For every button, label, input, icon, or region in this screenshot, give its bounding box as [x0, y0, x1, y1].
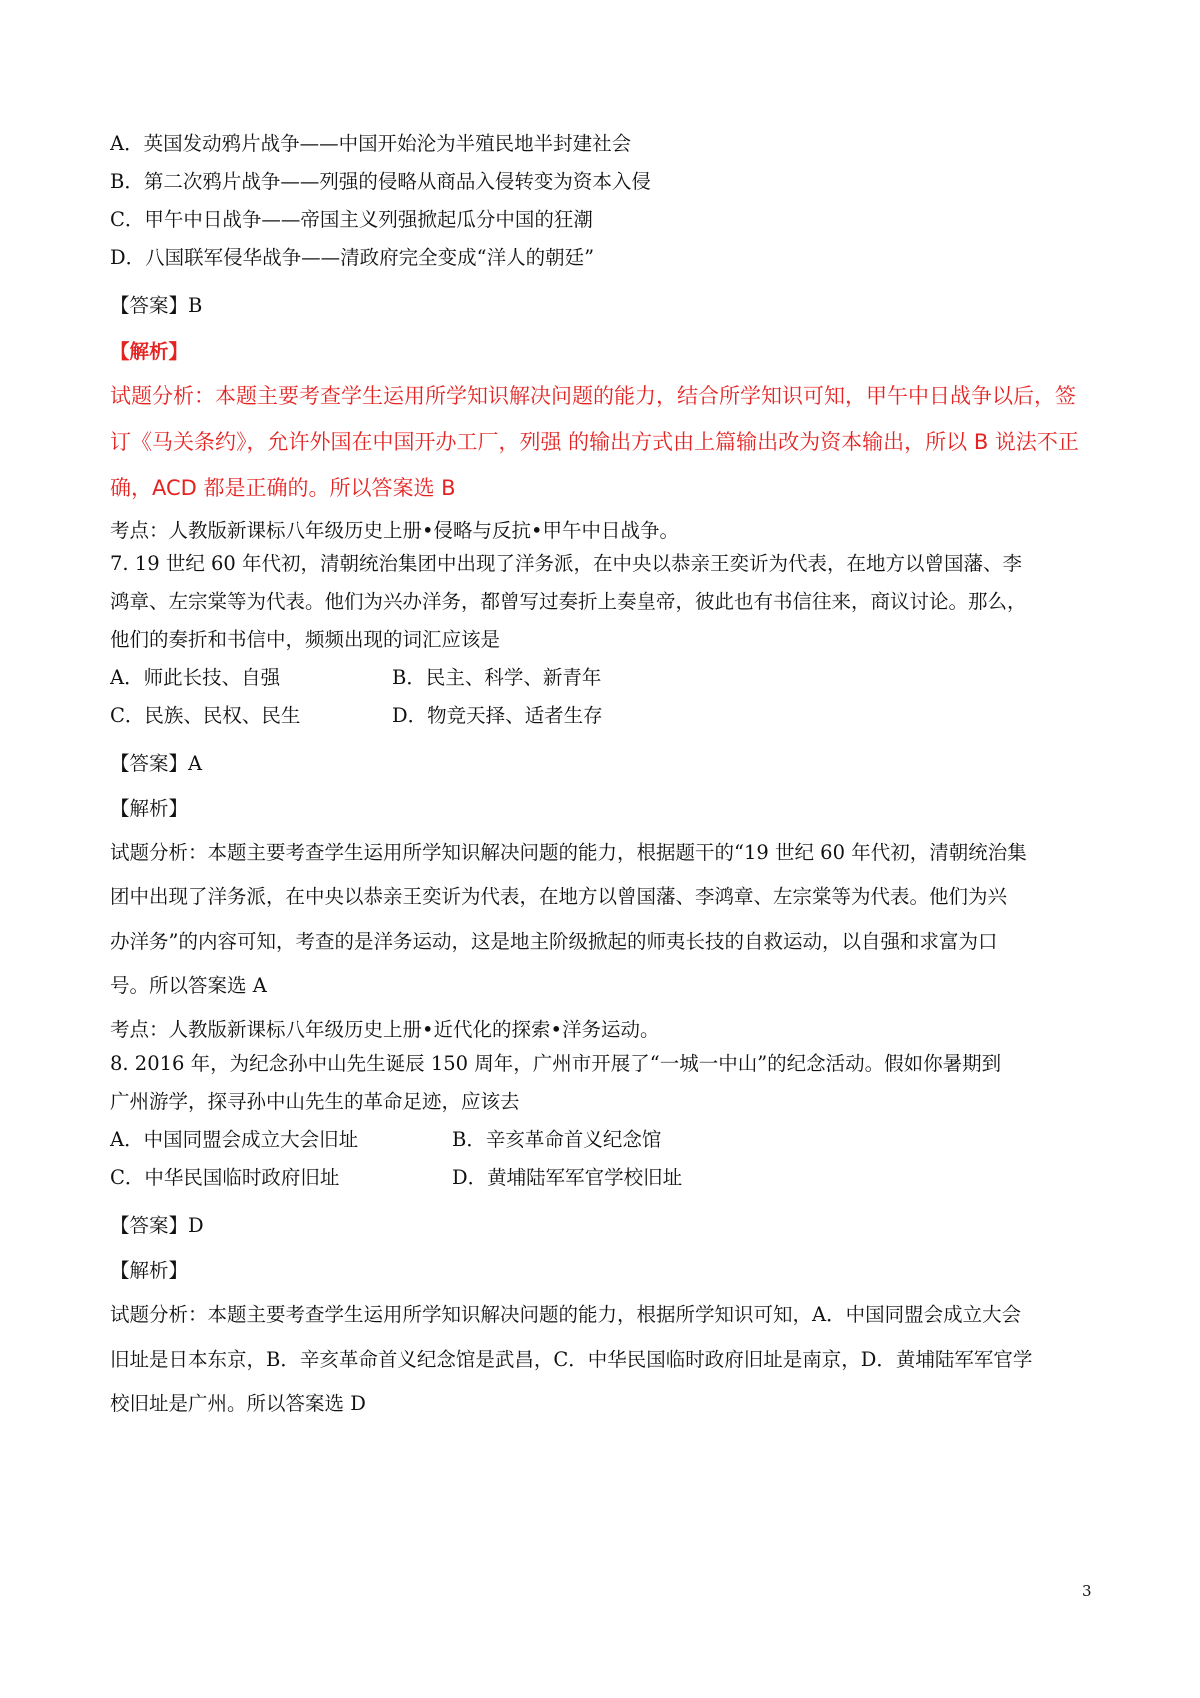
- q8-option-c: C．中华民国临时政府旧址: [110, 1166, 340, 1189]
- q7-option-d: D．物竞天择、适者生存: [392, 704, 603, 727]
- q7-analysis-line-2: 团中出现了洋务派，在中央以恭亲王奕䜣为代表，在地方以曾国藩、李鸿章、左宗棠等为代表。他们为兴: [110, 885, 1008, 908]
- q7-answer: 【答案】A: [110, 752, 203, 775]
- q8-stem-line-1: 8. 2016 年，为纪念孙中山先生诞辰 150 周年，广州市开展了“一城一中山”的纪念活动。假如你暑期到: [110, 1052, 1002, 1075]
- q7-option-c: C．民族、民权、民生: [110, 704, 301, 727]
- q6-option-d: D．八国联军侵华战争——清政府完全变成“洋人的朝廷”: [110, 246, 595, 269]
- q6-option-c: C．甲午中日战争——帝国主义列强掀起瓜分中国的狂潮: [110, 208, 593, 231]
- q8-stem-line-2: 广州游学，探寻孙中山先生的革命足迹，应该去: [110, 1090, 520, 1113]
- q7-knowledge-point: 考点：人教版新课标八年级历史上册•近代化的探索•洋务运动。: [110, 1018, 660, 1041]
- q7-analysis-line-1: 试题分析：本题主要考查学生运用所学知识解决问题的能力，根据题干的“19 世纪 60 年代初，清朝统治集: [110, 841, 1027, 864]
- q7-stem-line-3: 他们的奏折和书信中，频频出现的词汇应该是: [110, 628, 501, 651]
- q6-analysis-line-3: 确，ACD 都是正确的。所以答案选 B: [110, 476, 456, 500]
- q6-knowledge-point: 考点：人教版新课标八年级历史上册•侵略与反抗•甲午中日战争。: [110, 519, 680, 542]
- q8-analysis-line-2: 旧址是日本东京，B．辛亥革命首义纪念馆是武昌，C．中华民国临时政府旧址是南京，D．黄埔陆军军官学: [110, 1348, 1033, 1371]
- q6-analysis-line-2: 订《马关条约》，允许外国在中国开办工厂，列强 的输出方式由上篇输出改为资本输出，所以 B 说法不正: [110, 430, 1079, 454]
- q8-analysis-line-1: 试题分析：本题主要考查学生运用所学知识解决问题的能力，根据所学知识可知，A．中国同盟会成立大会: [110, 1303, 1022, 1326]
- q8-option-d: D．黄埔陆军军官学校旧址: [452, 1166, 683, 1189]
- q8-option-b: B．辛亥革命首义纪念馆: [452, 1128, 662, 1151]
- q6-analysis-line-1: 试题分析：本题主要考查学生运用所学知识解决问题的能力，结合所学知识可知，甲午中日战争以后，签: [110, 384, 1076, 408]
- q6-option-b: B．第二次鸦片战争——列强的侵略从商品入侵转变为资本入侵: [110, 170, 651, 193]
- q8-option-a: A．中国同盟会成立大会旧址: [110, 1128, 359, 1151]
- q7-analysis-line-4: 号。所以答案选 A: [110, 974, 267, 997]
- q7-stem-line-2: 鸿章、左宗棠等为代表。他们为兴办洋务，都曾写过奏折上奏皇帝，彼此也有书信往来，商议讨论。那么，: [110, 590, 1027, 613]
- q7-option-b: B．民主、科学、新青年: [392, 666, 602, 689]
- q8-analysis-line-3: 校旧址是广州。所以答案选 D: [110, 1392, 366, 1415]
- q7-option-a: A．师此长技、自强: [110, 666, 281, 689]
- q8-analysis-heading: 【解析】: [110, 1259, 189, 1282]
- q7-stem-line-1: 7. 19 世纪 60 年代初，清朝统治集团中出现了洋务派，在中央以恭亲王奕䜣为代表，在地方以曾国藩、李: [110, 552, 1023, 575]
- q6-option-a: A．英国发动鸦片战争——中国开始沦为半殖民地半封建社会: [110, 132, 632, 155]
- q6-analysis-heading: 【解析】: [110, 340, 189, 363]
- page-number: 3: [1082, 1582, 1092, 1600]
- q7-analysis-line-3: 办洋务”的内容可知，考查的是洋务运动，这是地主阶级掀起的师夷长技的自救运动，以自强和求富为口: [110, 930, 998, 953]
- q8-answer: 【答案】D: [110, 1214, 204, 1237]
- q6-answer: 【答案】B: [110, 294, 203, 317]
- q7-analysis-heading: 【解析】: [110, 797, 189, 820]
